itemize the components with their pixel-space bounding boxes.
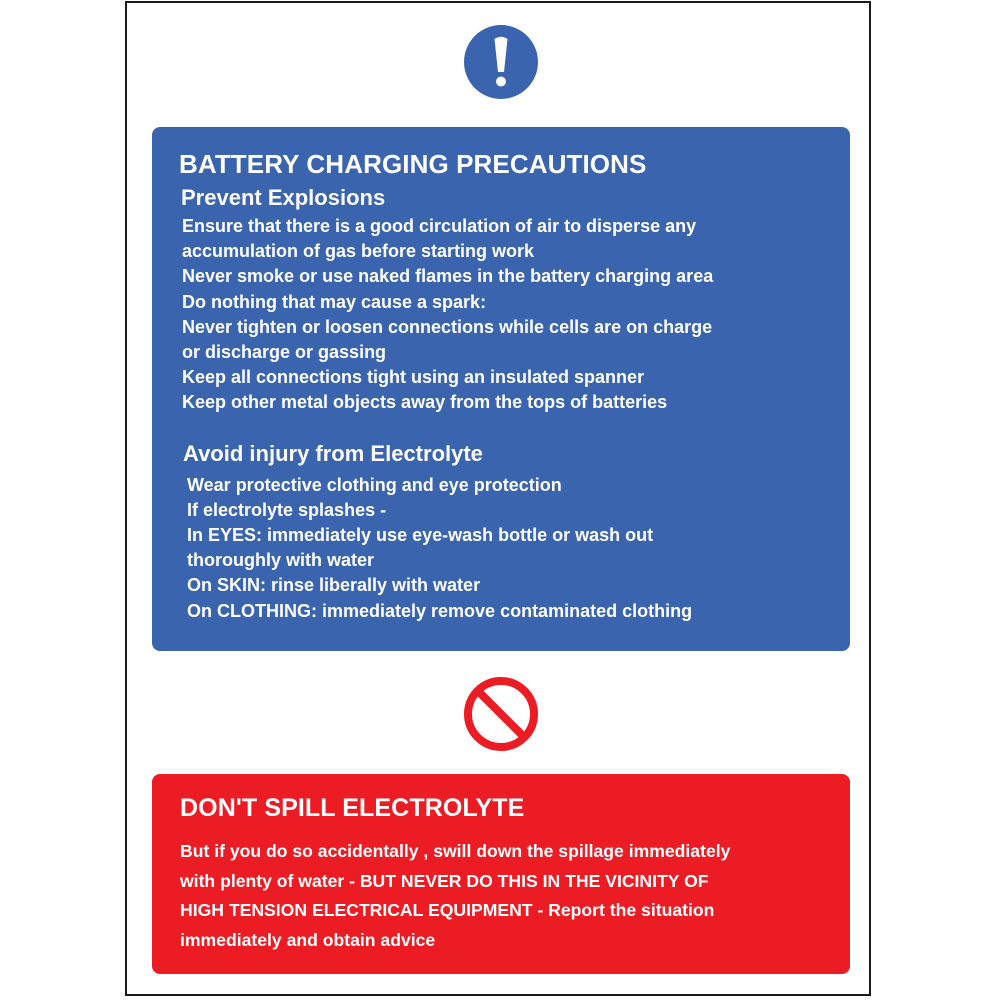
text-line: Ensure that there is a good circulation of air to disperse any: [182, 216, 697, 236]
text-line: or discharge or gassing: [182, 342, 387, 363]
spill-warning-title: DON'T SPILL ELECTROLYTE: [180, 794, 525, 822]
prevent-explosions-section: [179, 183, 850, 416]
electrolyte-injury-heading: Avoid injury from Electrolyte: [183, 440, 483, 466]
text-line: accumulation of gas before starting work: [182, 241, 535, 262]
precautions-title: BATTERY CHARGING PRECAUTIONS: [179, 149, 647, 179]
electrolyte-injury-section: [179, 439, 850, 624]
text-line: Wear protective clothing and eye protection: [187, 474, 562, 495]
text-line: Keep all connections tight using an insulated spanner: [182, 367, 645, 388]
spill-warning-lines: [180, 837, 850, 955]
text-line: with plenty of water - BUT NEVER DO THIS IN THE VICINITY OF: [180, 870, 709, 891]
prevent-explosions-heading: Prevent Explosions: [181, 185, 386, 210]
exclamation-mandatory-icon: [464, 25, 538, 99]
text-line: thoroughly with water: [187, 550, 374, 571]
text-line: On SKIN: rinse liberally with water: [187, 575, 481, 596]
prevent-explosions-lines: [179, 214, 850, 416]
text-line: But if you do so accidentally , swill down the spillage immediately: [180, 841, 731, 861]
text-line: HIGH TENSION ELECTRICAL EQUIPMENT - Report the situation: [180, 900, 715, 920]
safety-sign: [125, 1, 871, 996]
text-line: In EYES: immediately use eye-wash bottle or wash out: [187, 525, 654, 546]
text-line: Do nothing that may cause a spark:: [182, 291, 487, 312]
precautions-panel: [152, 127, 850, 651]
spill-warning-panel: [152, 774, 850, 974]
electrolyte-injury-lines: [179, 473, 850, 624]
text-line: Keep other metal objects away from the tops of batteries: [182, 392, 668, 413]
text-line: Never tighten or loosen connections while cells are on charge: [182, 316, 713, 337]
text-line: Never smoke or use naked flames in the battery charging area: [182, 266, 714, 287]
text-line: On CLOTHING: immediately remove contaminated clothing: [187, 600, 693, 621]
text-line: immediately and obtain advice: [180, 929, 436, 950]
text-line: If electrolyte splashes -: [187, 499, 387, 520]
prohibition-icon: [462, 675, 540, 753]
